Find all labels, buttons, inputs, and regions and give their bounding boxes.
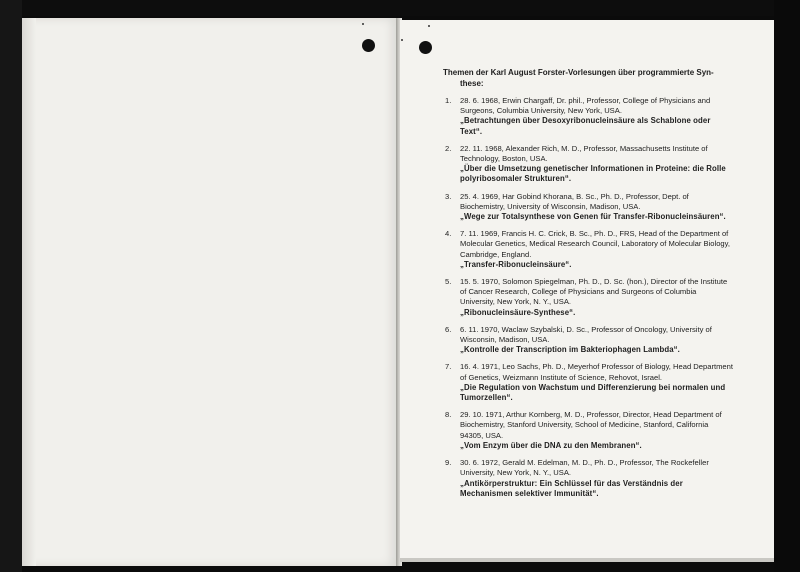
lecture-entry — [443, 410, 733, 451]
lecture-entry — [443, 458, 733, 499]
entry-details: 15. 5. 1970, Solomon Spiegelman, Ph. D., D. Sc. (hon.), Director of the Institute of Cancer Research, College of Physicians and Surgeons of Columbia University, New York, N. Y., USA. — [460, 277, 728, 307]
entry-number: 4. — [445, 229, 452, 239]
lecture-entry — [443, 229, 733, 270]
dust-speck — [401, 39, 403, 41]
punch-hole-right — [419, 41, 432, 54]
entry-details: 16. 4. 1971, Leo Sachs, Ph. D., Meyerhof Professor of Biology, Head Department of Genetics, Weizmann Institute of Science, Rehovot, Israel. — [460, 362, 733, 382]
scan-right-edge — [774, 0, 800, 572]
entry-number: 7. — [445, 362, 452, 372]
entry-title: „Über die Umsetzung genetischer Informationen in Proteine: die Rolle polyribosomaler Strukturen“. — [460, 164, 726, 184]
entry-number: 1. — [445, 96, 452, 105]
list-heading — [443, 68, 733, 89]
scan-left-edge — [0, 0, 22, 572]
entry-title: „Transfer-Ribonucleinsäure“. — [460, 259, 572, 269]
entry-number: 5. — [445, 277, 452, 287]
dust-speck — [362, 23, 364, 25]
lecture-entry — [443, 325, 733, 356]
lecture-entry — [443, 192, 733, 223]
entry-title: „Ribonucleinsäure-Synthese“. — [460, 307, 576, 317]
lecture-entry — [443, 362, 733, 403]
entry-number: 6. — [445, 324, 452, 334]
heading-line-2: these: — [460, 78, 484, 88]
lecture-entries — [443, 96, 733, 499]
lecture-list — [443, 68, 733, 506]
entry-details: 7. 11. 1969, Francis H. C. Crick, B. Sc., Ph. D., FRS, Head of the Department of Molecular Genetics, Medical Research Council, Laboratory of Molecular Biology, Cambridge, England. — [460, 229, 730, 259]
punch-hole-left — [362, 39, 375, 52]
lecture-entry — [443, 144, 733, 185]
scan-top-strip — [0, 0, 800, 16]
entry-number: 2. — [445, 143, 452, 153]
entry-title: „Vom Enzym über die DNA zu den Membranen“. — [460, 440, 642, 450]
entry-number: 3. — [445, 191, 452, 201]
entry-details: 28. 6. 1968, Erwin Chargaff, Dr. phil., Professor, College of Physicians and Surgeons, Columbia University, New York, USA. — [460, 96, 711, 116]
entry-details: 30. 6. 1972, Gerald M. Edelman, M. D., Ph. D., Professor, The Rockefeller University, New York, N. Y., USA. — [460, 458, 709, 478]
entry-title: „Kontrolle der Transcription im Bakteriophagen Lambda“. — [460, 345, 680, 355]
heading-line-1: Themen der Karl August Forster-Vorlesungen über programmierte Syn- — [443, 68, 714, 77]
entry-title: „Die Regulation von Wachstum und Differenzierung bei normalen und Tumorzellen“. — [460, 382, 726, 403]
entry-details: 25. 4. 1969, Har Gobind Khorana, B. Sc., Ph. D., Professor, Dept. of Biochemistry, University of Wisconsin, Madison, USA. — [460, 191, 689, 211]
entry-details: 22. 11. 1968, Alexander Rich, M. D., Professor, Massachusetts Institute of Technology, Boston, USA. — [460, 143, 708, 164]
entry-title: „Wege zur Totalsynthese von Genen für Transfer-Ribonucleinsäuren“. — [460, 212, 726, 222]
left-blank-page — [22, 18, 398, 566]
dust-speck — [428, 25, 430, 27]
entry-details: 6. 11. 1970, Waclaw Szybalski, D. Sc., Professor of Oncology, University of Wisconsin, Madison, USA. — [460, 324, 712, 345]
page-curl-shadow — [22, 18, 36, 566]
entry-number: 9. — [445, 458, 452, 468]
entry-title: „Antikörperstruktur: Ein Schlüssel für das Verständnis der Mechanismen selektiver Immunität“. — [460, 478, 683, 498]
entry-title: „Betrachtungen über Desoxyribonucleinsäure als Schablone oder Text“. — [460, 116, 711, 136]
page-bottom-shadow — [400, 558, 774, 562]
lecture-entry — [443, 96, 733, 137]
entry-details: 29. 10. 1971, Arthur Kornberg, M. D., Professor, Director, Head Department of Biochemistry, Stanford University, School of Medicine, Stanford, California 94305, USA. — [460, 410, 722, 440]
lecture-entry — [443, 277, 733, 318]
entry-number: 8. — [445, 410, 452, 420]
